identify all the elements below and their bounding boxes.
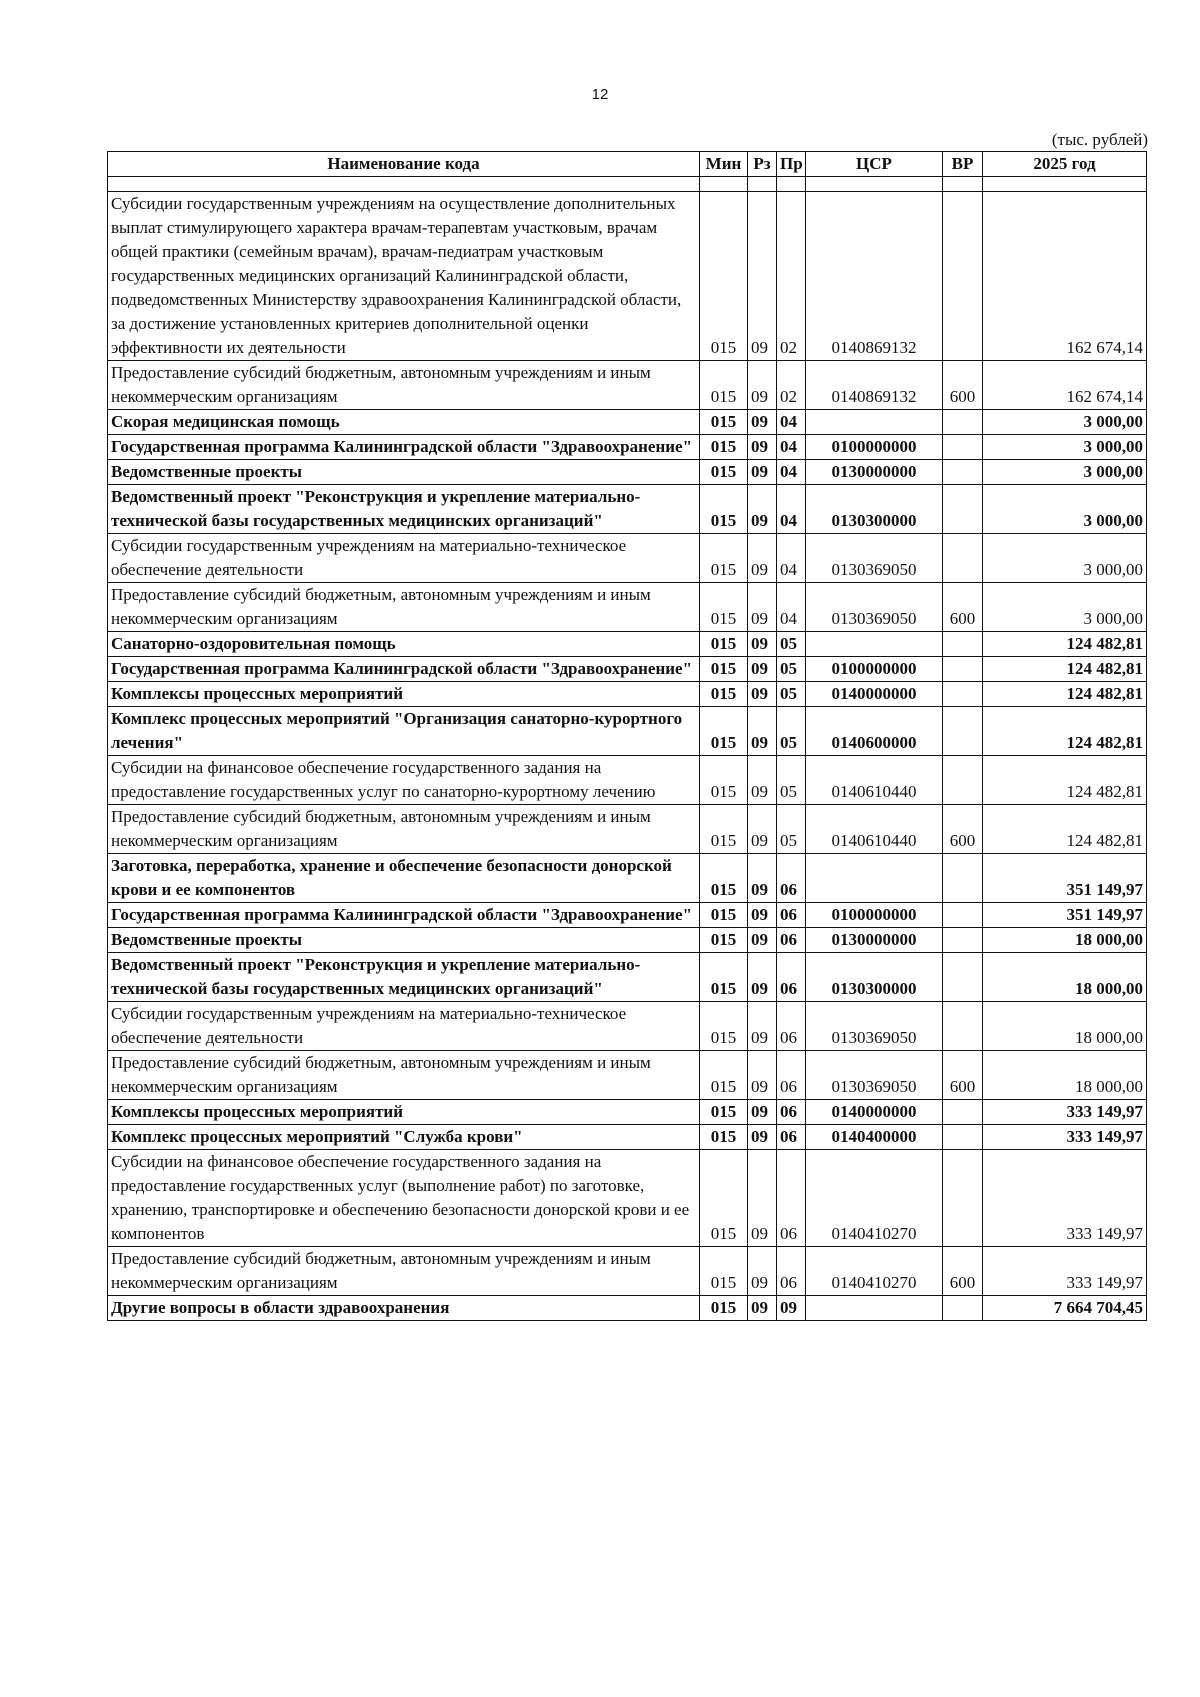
cell-sum: 124 482,81	[983, 805, 1147, 854]
cell-sum: 351 149,97	[983, 903, 1147, 928]
table-row	[108, 1002, 1147, 1051]
cell-csr: 0130300000	[806, 485, 943, 534]
cell-csr: 0130369050	[806, 583, 943, 632]
cell-name: Предоставление субсидий бюджетным, автономным учреждениям и иным некоммерческим организациям	[108, 583, 700, 632]
cell-name: Ведомственные проекты	[108, 928, 700, 953]
cell-name: Субсидии на финансовое обеспечение государственного задания на предоставление государственных услуг (выполнение работ) по заготовке, хранению, транспортировке и обеспечению безопасности донорской крови и ее компонентов	[108, 1150, 700, 1247]
cell-min: 015	[700, 657, 748, 682]
table-row	[108, 1051, 1147, 1100]
cell-min: 015	[700, 1296, 748, 1321]
cell-vr: 600	[943, 361, 983, 410]
cell-rz: 09	[748, 928, 777, 953]
cell-min: 015	[700, 485, 748, 534]
cell-rz: 09	[748, 485, 777, 534]
cell-min: 015	[700, 953, 748, 1002]
header-sum: 2025 год	[983, 152, 1147, 177]
cell-vr	[943, 756, 983, 805]
cell-pr: 06	[777, 1125, 806, 1150]
cell-name: Субсидии на финансовое обеспечение государственного задания на предоставление государственных услуг по санаторно-курортному лечению	[108, 756, 700, 805]
cell-csr: 0130000000	[806, 460, 943, 485]
cell-min: 015	[700, 534, 748, 583]
cell-pr: 06	[777, 1247, 806, 1296]
cell-csr: 0130369050	[806, 1002, 943, 1051]
cell-min: 015	[700, 1002, 748, 1051]
cell-name: Субсидии государственным учреждениям на материально-техническое обеспечение деятельности	[108, 534, 700, 583]
cell-rz: 09	[748, 1100, 777, 1125]
cell-name: Субсидии государственным учреждениям на осуществление дополнительных выплат стимулирующего характера врачам-терапевтам участковым, врачам общей практики (семейным врачам), врачам-педиатрам участковым государственных медицинских организаций Калининградской области, подведомственных Министерству здравоохранения Калининградской области, за достижение установленных критериев дополнительной оценки эффективности их деятельности	[108, 192, 700, 361]
cell-vr	[943, 534, 983, 583]
cell-vr: 600	[943, 583, 983, 632]
cell-sum: 3 000,00	[983, 583, 1147, 632]
cell-sum: 7 664 704,45	[983, 1296, 1147, 1321]
cell-rz: 09	[748, 1296, 777, 1321]
cell-pr: 04	[777, 485, 806, 534]
cell-rz: 09	[748, 854, 777, 903]
cell-name: Предоставление субсидий бюджетным, автономным учреждениям и иным некоммерческим организациям	[108, 805, 700, 854]
cell-rz: 09	[748, 534, 777, 583]
cell-name: Предоставление субсидий бюджетным, автономным учреждениям и иным некоммерческим организациям	[108, 1247, 700, 1296]
cell-sum: 124 482,81	[983, 756, 1147, 805]
table-row	[108, 435, 1147, 460]
cell-csr: 0100000000	[806, 435, 943, 460]
cell-vr	[943, 928, 983, 953]
cell-min: 015	[700, 682, 748, 707]
cell-csr: 0100000000	[806, 903, 943, 928]
cell-name: Комплексы процессных мероприятий	[108, 682, 700, 707]
cell-name: Заготовка, переработка, хранение и обеспечение безопасности донорской крови и ее компонентов	[108, 854, 700, 903]
cell-csr	[806, 410, 943, 435]
cell-vr	[943, 854, 983, 903]
cell-rz: 09	[748, 903, 777, 928]
table-row	[108, 657, 1147, 682]
cell-csr: 0130000000	[806, 928, 943, 953]
cell-rz: 09	[748, 953, 777, 1002]
cell-vr: 600	[943, 805, 983, 854]
cell-name: Государственная программа Калининградской области "Здравоохранение"	[108, 657, 700, 682]
cell-name: Комплексы процессных мероприятий	[108, 1100, 700, 1125]
cell-name: Государственная программа Калининградской области "Здравоохранение"	[108, 903, 700, 928]
cell-pr: 04	[777, 410, 806, 435]
cell-vr	[943, 192, 983, 361]
table-row	[108, 1296, 1147, 1321]
cell-name: Комплекс процессных мероприятий "Организация санаторно-курортного лечения"	[108, 707, 700, 756]
cell-min: 015	[700, 756, 748, 805]
cell-sum: 124 482,81	[983, 707, 1147, 756]
cell-vr	[943, 435, 983, 460]
cell-rz: 09	[748, 460, 777, 485]
cell-csr: 0130369050	[806, 1051, 943, 1100]
cell-vr	[943, 682, 983, 707]
cell-csr	[806, 1296, 943, 1321]
cell-min: 015	[700, 1247, 748, 1296]
cell-sum: 18 000,00	[983, 1051, 1147, 1100]
cell-vr	[943, 1125, 983, 1150]
cell-rz: 09	[748, 435, 777, 460]
cell-pr: 06	[777, 953, 806, 1002]
cell-min: 015	[700, 1100, 748, 1125]
cell-csr: 0130300000	[806, 953, 943, 1002]
cell-vr	[943, 657, 983, 682]
cell-sum: 3 000,00	[983, 460, 1147, 485]
cell-min: 015	[700, 1125, 748, 1150]
cell-sum: 18 000,00	[983, 953, 1147, 1002]
cell-vr	[943, 632, 983, 657]
cell-csr: 0130369050	[806, 534, 943, 583]
cell-rz: 09	[748, 410, 777, 435]
table-row	[108, 410, 1147, 435]
table-row	[108, 1247, 1147, 1296]
cell-vr	[943, 1100, 983, 1125]
cell-csr: 0140000000	[806, 682, 943, 707]
cell-pr: 06	[777, 1100, 806, 1125]
cell-sum: 162 674,14	[983, 192, 1147, 361]
header-name: Наименование кода	[108, 152, 700, 177]
cell-sum: 333 149,97	[983, 1150, 1147, 1247]
table-spacer-row	[108, 177, 1147, 192]
table-row	[108, 903, 1147, 928]
cell-rz: 09	[748, 1051, 777, 1100]
cell-pr: 06	[777, 903, 806, 928]
cell-pr: 09	[777, 1296, 806, 1321]
cell-rz: 09	[748, 682, 777, 707]
table-body	[108, 177, 1147, 1321]
cell-sum: 162 674,14	[983, 361, 1147, 410]
cell-min: 015	[700, 903, 748, 928]
table-row	[108, 756, 1147, 805]
cell-sum: 18 000,00	[983, 1002, 1147, 1051]
cell-csr: 0140610440	[806, 756, 943, 805]
cell-csr: 0140400000	[806, 1125, 943, 1150]
cell-vr	[943, 1002, 983, 1051]
header-vr: ВР	[943, 152, 983, 177]
header-csr: ЦСР	[806, 152, 943, 177]
table-row	[108, 485, 1147, 534]
cell-rz: 09	[748, 657, 777, 682]
cell-sum: 124 482,81	[983, 657, 1147, 682]
cell-sum: 333 149,97	[983, 1247, 1147, 1296]
cell-vr	[943, 460, 983, 485]
cell-rz: 09	[748, 707, 777, 756]
cell-min: 015	[700, 1051, 748, 1100]
cell-vr	[943, 707, 983, 756]
table-header-row	[108, 152, 1147, 177]
cell-vr	[943, 485, 983, 534]
cell-vr: 600	[943, 1051, 983, 1100]
cell-pr: 06	[777, 928, 806, 953]
cell-vr: 600	[943, 1247, 983, 1296]
header-rz: Рз	[748, 152, 777, 177]
cell-rz: 09	[748, 1150, 777, 1247]
cell-vr	[943, 410, 983, 435]
cell-csr: 0140600000	[806, 707, 943, 756]
cell-pr: 04	[777, 460, 806, 485]
cell-csr: 0140000000	[806, 1100, 943, 1125]
cell-pr: 06	[777, 1002, 806, 1051]
cell-min: 015	[700, 583, 748, 632]
cell-name: Санаторно-оздоровительная помощь	[108, 632, 700, 657]
cell-rz: 09	[748, 192, 777, 361]
cell-name: Субсидии государственным учреждениям на материально-техническое обеспечение деятельности	[108, 1002, 700, 1051]
units-label: (тыс. рублей)	[1051, 130, 1148, 149]
cell-sum: 3 000,00	[983, 534, 1147, 583]
cell-csr: 0140869132	[806, 361, 943, 410]
cell-min: 015	[700, 928, 748, 953]
cell-sum: 3 000,00	[983, 435, 1147, 460]
table-row	[108, 632, 1147, 657]
cell-pr: 04	[777, 435, 806, 460]
table-row	[108, 682, 1147, 707]
cell-rz: 09	[748, 583, 777, 632]
cell-name: Скорая медицинская помощь	[108, 410, 700, 435]
cell-sum: 3 000,00	[983, 410, 1147, 435]
cell-pr: 05	[777, 632, 806, 657]
cell-pr: 06	[777, 1051, 806, 1100]
cell-min: 015	[700, 410, 748, 435]
cell-csr: 0100000000	[806, 657, 943, 682]
table-row	[108, 534, 1147, 583]
cell-rz: 09	[748, 756, 777, 805]
cell-csr	[806, 632, 943, 657]
cell-name: Предоставление субсидий бюджетным, автономным учреждениям и иным некоммерческим организациям	[108, 1051, 700, 1100]
cell-vr	[943, 903, 983, 928]
table-row	[108, 854, 1147, 903]
cell-sum: 124 482,81	[983, 682, 1147, 707]
table-row	[108, 361, 1147, 410]
cell-sum: 333 149,97	[983, 1100, 1147, 1125]
cell-pr: 05	[777, 707, 806, 756]
table-row	[108, 1100, 1147, 1125]
cell-pr: 05	[777, 756, 806, 805]
cell-pr: 04	[777, 583, 806, 632]
cell-sum: 333 149,97	[983, 1125, 1147, 1150]
budget-table	[107, 151, 1147, 1321]
table-row	[108, 583, 1147, 632]
cell-min: 015	[700, 435, 748, 460]
cell-csr: 0140869132	[806, 192, 943, 361]
table-row	[108, 192, 1147, 361]
cell-pr: 04	[777, 534, 806, 583]
cell-min: 015	[700, 805, 748, 854]
cell-min: 015	[700, 460, 748, 485]
cell-name: Ведомственный проект "Реконструкция и укрепление материально-технической базы государственных медицинских организаций"	[108, 953, 700, 1002]
cell-pr: 05	[777, 657, 806, 682]
cell-pr: 06	[777, 854, 806, 903]
cell-min: 015	[700, 854, 748, 903]
cell-name: Предоставление субсидий бюджетным, автономным учреждениям и иным некоммерческим организациям	[108, 361, 700, 410]
cell-sum: 351 149,97	[983, 854, 1147, 903]
cell-pr: 05	[777, 805, 806, 854]
cell-name: Ведомственные проекты	[108, 460, 700, 485]
cell-rz: 09	[748, 805, 777, 854]
cell-csr	[806, 854, 943, 903]
cell-name: Другие вопросы в области здравоохранения	[108, 1296, 700, 1321]
cell-csr: 0140410270	[806, 1247, 943, 1296]
cell-name: Ведомственный проект "Реконструкция и укрепление материально-технической базы государственных медицинских организаций"	[108, 485, 700, 534]
cell-csr: 0140610440	[806, 805, 943, 854]
cell-rz: 09	[748, 1247, 777, 1296]
cell-vr	[943, 1296, 983, 1321]
header-min: Мин	[700, 152, 748, 177]
cell-min: 015	[700, 361, 748, 410]
table-row	[108, 928, 1147, 953]
table-row	[108, 1150, 1147, 1247]
cell-min: 015	[700, 192, 748, 361]
cell-min: 015	[700, 707, 748, 756]
cell-rz: 09	[748, 632, 777, 657]
table-row	[108, 805, 1147, 854]
cell-min: 015	[700, 1150, 748, 1247]
cell-pr: 02	[777, 361, 806, 410]
cell-pr: 06	[777, 1150, 806, 1247]
table-row	[108, 1125, 1147, 1150]
page-number: 12	[591, 86, 609, 103]
header-pr: Пр	[777, 152, 806, 177]
cell-sum: 124 482,81	[983, 632, 1147, 657]
cell-vr	[943, 953, 983, 1002]
cell-rz: 09	[748, 1002, 777, 1051]
cell-name: Государственная программа Калининградской области "Здравоохранение"	[108, 435, 700, 460]
cell-rz: 09	[748, 361, 777, 410]
cell-min: 015	[700, 632, 748, 657]
cell-name: Комплекс процессных мероприятий "Служба крови"	[108, 1125, 700, 1150]
cell-pr: 02	[777, 192, 806, 361]
cell-vr	[943, 1150, 983, 1247]
cell-sum: 18 000,00	[983, 928, 1147, 953]
cell-sum: 3 000,00	[983, 485, 1147, 534]
table-row	[108, 953, 1147, 1002]
table-row	[108, 460, 1147, 485]
cell-pr: 05	[777, 682, 806, 707]
cell-rz: 09	[748, 1125, 777, 1150]
cell-csr: 0140410270	[806, 1150, 943, 1247]
table-row	[108, 707, 1147, 756]
